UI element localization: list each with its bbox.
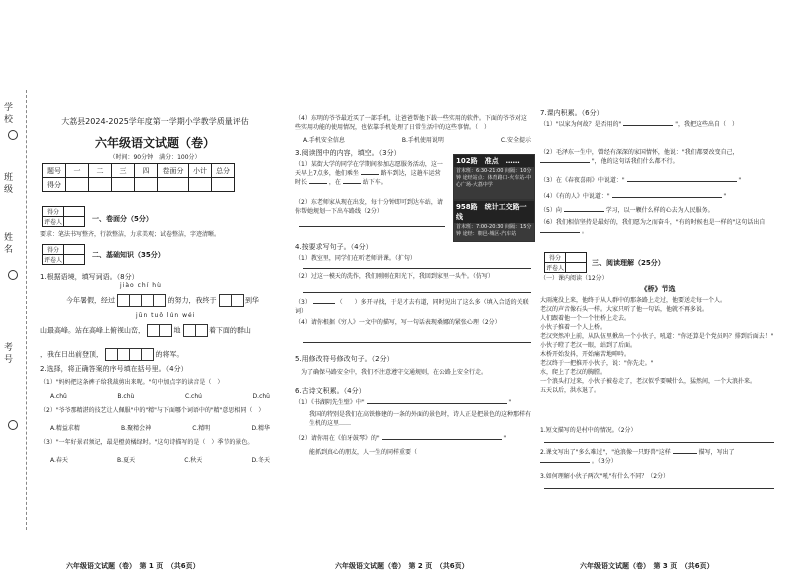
bus-route-card-958 [453,200,535,242]
question-1-line-1 [66,294,271,307]
option[interactable]: B.聚精会神 [121,425,152,432]
question-3: 3.阅读图中的内容，填空。（3分） [295,149,401,157]
reading-question-3: 3.如何理解小伙子两次"吼"有什么不同？（2分） [540,473,670,480]
reading-passage [540,296,776,395]
question-1-line-3 [40,348,272,361]
exam-meta: （时间：90分钟 满分：100分） [109,154,201,161]
page-footer: 六年级语文试题（卷） 第 3 页 （共6页） [580,562,714,570]
reading-question-1: 1.短文描写的是村中的情况。（2分） [540,427,637,434]
answer-blank[interactable] [361,174,379,175]
option[interactable]: D.精华 [251,425,270,432]
score-cell[interactable] [135,178,158,192]
option[interactable]: C.精明 [192,425,211,432]
score-cell[interactable] [189,178,212,192]
section-2-title: 二、基础知识（35分） [92,251,165,259]
reading-title: 《桥》节选 [640,285,676,293]
section-3-title: 三、阅读理解（25分） [592,259,665,267]
answer-blank[interactable] [540,232,580,233]
scorebox-cell[interactable] [566,263,587,273]
passage-paragraph: 木桥开始发抖，开始痛苦地呻吟。 [540,351,631,358]
score-cell[interactable] [66,178,89,192]
score-cell[interactable] [212,178,235,192]
answer-box[interactable] [231,294,244,307]
binding-hole [8,420,18,430]
answer-blank[interactable] [313,303,335,304]
passage-paragraph: 小伙子推着一个人上桥。 [540,324,607,331]
answer-blank[interactable] [437,403,507,404]
q7-text: "，我把这些出自（ ） [675,121,738,128]
option[interactable]: A.chǔ [50,393,67,400]
question-1-line-2 [40,324,272,337]
question-7-1 [540,120,776,129]
question-2-3: （3）"一年好景君须记，最是橙黄橘绿时。"这句诗描写的是（ ）季节的景色。 [40,439,254,446]
exam-page-3 [540,108,776,570]
q1-text: 着下面的群山 [208,326,251,335]
exam-page-1 [36,108,274,570]
scorebox-label: 得分 [43,245,64,255]
answer-box[interactable] [153,294,166,307]
rq2-text: 。（3分） [591,458,617,465]
question-7: 7.课内积累。（6分） [540,109,604,117]
passage-paragraph: 老汉突然冲上前，从队伍里揪出一个小伙子，吼道："你还算是个党员吗？排到后面去！" [540,333,774,340]
question-4b-3 [295,298,531,316]
answer-blank[interactable] [673,453,697,454]
option[interactable]: A.春天 [50,457,68,464]
bus-route-card-102 [453,154,535,200]
q6-text: （1）《书湖阴先生壁》中" [295,399,365,406]
score-header-cell: 二 [89,164,112,178]
score-header-cell: 四 [135,164,158,178]
q7-text: （2）毛泽东一生中，曾经有深深的家国情怀，他说："我们都要改变自己， [540,149,739,156]
score-header-cell: 三 [112,164,135,178]
page-footer: 六年级语文试题（卷） 第 1 页 （共6页） [66,562,200,570]
answer-box[interactable] [159,324,172,337]
q3-text: ，在 [328,179,341,186]
pinyin-hint: jiào chí hù [120,282,162,289]
section-scorebox [42,206,85,227]
binding-char: 名 [4,245,14,255]
q7-text: （1）"以家为何故？是否用的" [540,121,622,128]
score-header-cell: 一 [66,164,89,178]
question-5: 5.用修改符号修改句子。（2分） [295,355,394,363]
q2-3-options [50,456,270,465]
answer-line[interactable] [544,488,774,489]
score-cell[interactable] [89,178,112,192]
question-7-3 [540,176,776,185]
option[interactable]: A.手机安全信息 [303,137,345,144]
binding-hole [8,130,18,140]
question-6: 6.古诗文积累。（4分） [295,387,366,395]
answer-line[interactable] [303,292,531,293]
option[interactable]: B.手机使用说明 [401,137,444,144]
score-cell[interactable] [112,178,135,192]
option[interactable]: D.chū [252,393,270,400]
q7-text: " [738,177,742,184]
score-row-label: 得分 [43,178,66,192]
answer-line[interactable] [299,226,445,227]
question-2-1: （1）"妈妈把这条裤子给我裁剪出来呢。"句中加点字的读音是（ ） [40,379,224,386]
q7-text: （3）在《春夜喜雨》中说道：" [540,177,625,184]
q7-text: 。 [581,228,588,235]
question-6-2 [295,434,531,443]
question-7-4 [540,192,776,201]
scorebox-label: 评卷人 [43,217,64,227]
binding-char: 学 [4,103,14,113]
binding-char: 姓 [4,233,14,243]
q7-text: （4）《有的人》中说道：" [540,193,610,200]
score-header-cell: 小计 [189,164,212,178]
q1-text: 的将军。 [155,350,184,359]
q1-text: ，我在日出前登顶， [40,350,103,359]
scorebox-cell[interactable] [64,217,85,227]
passage-paragraph: 小伙子瞪了老汉一眼，站到了后面。 [540,342,637,349]
passage-paragraph: 老汉的声音像石头一样。大家只听了他一句话，他就不再多说。 [540,306,709,313]
binding-char: 考 [4,343,14,353]
question-1: 1.根据语境，填写词语。（8分） [40,273,139,281]
bus-card-header: 102路 准点 …… [454,155,534,167]
passage-paragraph: 大雨淹没上来，他终于从人群中的那条路上走过，他要送走每一个人。 [540,297,727,304]
reading-question-2 [540,448,776,466]
answer-blank[interactable] [382,439,442,440]
q3-text: 路车到达，这趟车运营时长 [295,170,441,186]
question-4: （4）东明的爷爷最近买了一部手机，让爸爸帮他下载一些实用的软件。下面的爷爷对这些实用功能的使用情况，也依靠手机处理了日常生活中的这些事情。（ ） [295,115,527,131]
q4b-text: （ ）多开寻找，于是才去有道，同时见出了这么多（填入合适的关联词） [295,299,529,315]
question-3-2: （2）东老师家从现在出发，每十分钟即可到达车站，请你帮她规划一下出车路线（2分） [295,199,443,215]
binding-margin [0,90,27,530]
option[interactable]: C.chú [184,393,202,400]
option[interactable]: C.安全提示 [500,137,531,144]
binding-char: 班 [4,173,14,183]
question-4b: 4.按要求写句子。（4分） [295,243,373,251]
scorebox-label: 评卷人 [43,255,64,265]
option[interactable]: D.冬天 [251,457,270,464]
scorebox-cell[interactable] [64,207,85,217]
answer-blank[interactable] [367,403,437,404]
q7-text: 学习，以一颗什么样的心去为人民服务。 [605,207,714,214]
score-cell[interactable] [158,178,189,192]
reading-intro: （一）课内阅读（12分） [540,275,608,282]
section-scorebox [42,244,85,265]
passage-paragraph: 水，爬上了老汉的胸膛。 [540,369,607,376]
scorebox-cell[interactable] [64,255,85,265]
answer-line[interactable] [544,442,774,443]
binding-char: 号 [4,355,14,365]
question-2-2: （2）"爷爷那精湛的技艺让人佩服"中的"精"与下面哪个词语中的"精"意思相同（ ） [40,407,265,414]
option[interactable]: A.精益求精 [50,425,80,432]
passage-paragraph: 一个浪头打过来，小伙子被卷走了，老汉似乎要喊什么，猛然间，一个大浪扑来。 [540,378,757,385]
question-5-1: 为了确保马路安全中，我们不注意遵守交通规则，在公路上安全行走。 [301,369,488,376]
passage-paragraph: 五天以后，洪水退了。 [540,387,601,394]
answer-blank[interactable] [612,197,722,198]
question-6-2-desc: 能抓到真心的朋友，人一生的同样重要（ [309,449,418,456]
exam-page-2 [295,108,535,570]
bus-card-body: 首末班：6:30-21:00 间隔：10分钟 途经站点：体育路口-火车站-中心广场-大荔中学 [456,168,532,188]
scorebox-cell[interactable] [64,245,85,255]
q6-text: （2）请你用在《伯牙鼓琴》的" [295,435,380,442]
q7-text: "，他的这句话我们什么都不行。 [591,158,679,165]
option[interactable]: C.秋天 [184,457,203,464]
answer-blank[interactable] [564,211,604,212]
answer-blank[interactable] [343,183,361,184]
question-4b-4: （4）请你根据《穷人》一文中的描写，写一句话表现桑娜的紧张心理（2分） [295,319,501,326]
binding-hole [8,270,18,280]
answer-blank[interactable] [540,162,590,163]
question-4b-2: （2）过这一模天的洗作，我们刚刚在阳光下，我回到家里一头牛。（仿写） [295,273,494,280]
page-footer: 六年级语文试题（卷） 第 2 页 （共6页） [335,562,469,570]
score-header-cell: 题号 [43,164,66,178]
answer-blank[interactable] [442,439,502,440]
q7-text: （6）我们相信坚持是最好的，我们愿为之而奋斗，"有的时候也是一样的"这句话出自 [540,219,766,226]
bus-card-header: 958路 统计工交路一线 [454,201,534,223]
score-header-cell: 卷面分 [158,164,189,178]
q1-text: 今年暑假，经过 [66,296,115,305]
q3-text: 站下车。 [362,179,387,186]
scorebox-label: 得分 [43,207,64,217]
bus-card-body: 首末班：7:00-20:30 间隔：15分钟 途经：朝邑-城区-汽车站 [456,224,532,237]
q1-text: 山最高峰。站在高峰上俯视山峦， [40,326,145,335]
scorebox-label: 评卷人 [545,263,566,273]
question-3-1 [295,160,445,187]
exam-header: 大荔县2024-2025学年度第一学期小学教学质量评估 [61,117,249,126]
question-7-6 [540,218,776,236]
question-2: 2.选择，将正确答案的序号填在括号里。（4分） [40,365,188,373]
section-scorebox [544,252,587,273]
question-4b-1: （1）教室里，同学们在听老师讲课。（扩句） [295,255,416,262]
answer-box[interactable] [141,348,154,361]
rq2-text: 描写，写出了 [698,449,735,456]
answer-blank[interactable] [309,183,327,184]
answer-line[interactable] [303,268,531,269]
q1-text: 到华 [244,296,259,305]
section-1-req: 要求：笔法书写整齐，行款整洁，力求美观；试卷整洁，字迹清晰。 [40,231,221,238]
binding-char: 级 [4,185,14,195]
option[interactable]: B.夏天 [117,457,136,464]
question-7-2 [540,148,776,166]
answer-blank[interactable] [540,462,590,463]
passage-paragraph: 老汉终于一把推开小伙子，说："你先走。" [540,360,654,367]
q2-1-options [50,392,270,401]
scorebox-cell[interactable] [566,253,587,263]
answer-blank[interactable] [623,125,673,126]
q1-text: 地 [173,326,181,335]
question-6-1 [295,398,531,407]
rq2-text: 2.课文写出了"多么难过"，"沧浪像一只野兽"这样 [540,449,671,456]
score-header-cell: 总分 [212,164,235,178]
answer-box[interactable] [195,324,208,337]
scorebox-label: 得分 [545,253,566,263]
question-6-1-desc: 我国的特别是我们在高铁修建的一条的外面的景色时，诗人正是把景色的这种那样有生机的这里…… [309,411,532,427]
option[interactable]: B.chù [117,393,135,400]
q1-text: 的努力，我终于 [167,296,217,305]
q7-text: （5）向 [540,207,562,214]
binding-char: 校 [4,115,14,125]
answer-line[interactable] [303,342,531,343]
q6-text: " [508,399,512,406]
section-1-title: 一、卷面分（5分） [92,215,153,223]
question-7-5 [540,206,776,215]
exam-title: 六年级语文试题（卷） [94,136,215,150]
q2-2-options [50,424,270,433]
answer-blank[interactable] [627,181,737,182]
score-table [42,163,235,192]
q7-text: " [723,193,727,200]
pinyin-hint: jūn tuǒ lún wéi [136,312,196,319]
q3-text: （1）某街大学的同学在学期间参加志愿服务活动，这一天早上7点多，他们乘坐 [295,161,443,177]
passage-paragraph: 人们跟着他一个一个往桥上走去。 [540,315,631,322]
q4-options [303,136,531,145]
q6-text: " [503,435,507,442]
q4b-text: （3） [295,299,311,306]
